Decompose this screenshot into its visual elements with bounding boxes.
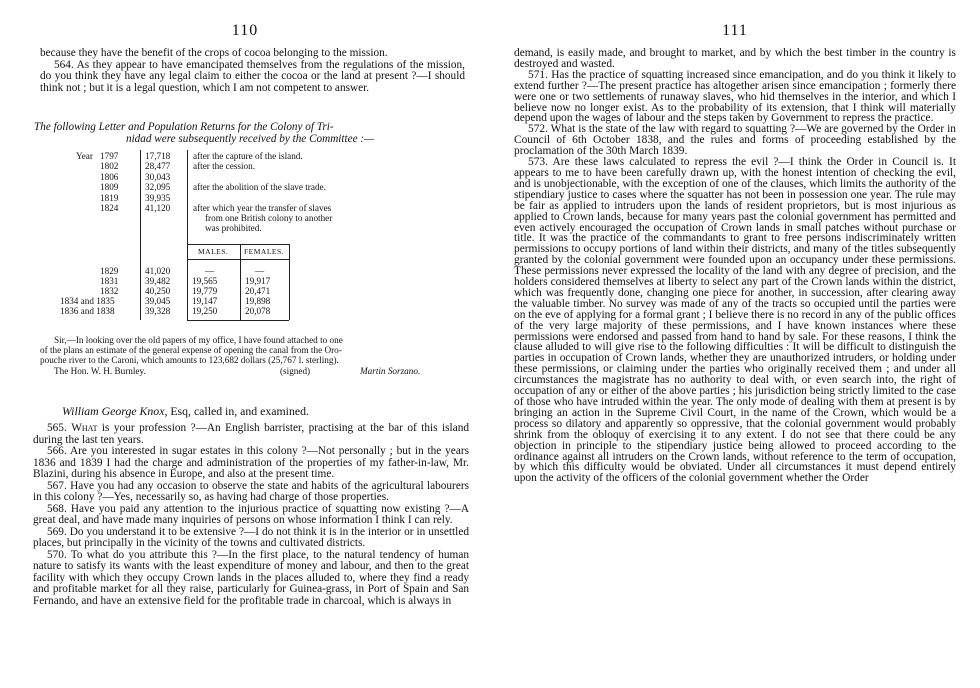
males-cell: 19,779 <box>192 286 218 296</box>
total-cell: 32,095 <box>145 182 171 192</box>
total-cell: 17,718 <box>145 151 171 161</box>
left-questions <box>33 423 469 607</box>
total-cell: 39,482 <box>145 276 171 286</box>
letter-recipient: The Hon. W. H. Burnley. <box>54 365 146 376</box>
witness-called: Esq, called in, and examined. <box>167 404 309 418</box>
table-rule <box>289 244 290 320</box>
year-cell: 1819 <box>100 193 119 203</box>
total-cell: 39,328 <box>145 306 171 316</box>
note-cell: was prohibited. <box>205 223 262 233</box>
males-cell: 19,565 <box>192 276 218 286</box>
year-cell: 1831 <box>100 276 119 286</box>
females-cell: — <box>255 266 265 276</box>
males-cell: — <box>205 266 215 276</box>
total-cell: 41,120 <box>145 203 171 213</box>
question: 565. What is your profession ?—An English barrister, practising at the bar of this island during the last ten years. <box>33 422 470 446</box>
note-cell: after the abolition of the slave trade. <box>193 182 326 192</box>
paragraph: because they have the benefit of the crops of cocoa belonging to the mission. <box>40 47 388 59</box>
table-rule <box>187 150 188 320</box>
paragraph: 571. Has the practice of squatting increased since emancipation, and do you think it likely to extend further ?—The present practice has altogether arisen since emancipation ; formerly there were one or two settlements of runaway slaves, who hid themselves in the interior, and which I believe now no longer exist. As to the probability of its extension, that I think will materially depend upon the wages of labour and the steps taken by Government to repress the practice. <box>514 68 956 125</box>
letter-line: of the plans an estimate of the general expense of opening the canal from the Oro- <box>40 345 342 356</box>
table-rule <box>140 150 141 320</box>
note-cell: after the cession. <box>193 161 255 171</box>
total-cell: 28,477 <box>145 161 171 171</box>
females-cell: 19,917 <box>245 276 271 286</box>
females-cell: 20,471 <box>245 286 271 296</box>
table-rule <box>187 259 289 260</box>
note-cell: after which year the transfer of slaves <box>193 203 332 213</box>
paragraph: 572. What is the state of the law with regard to squatting ?—We are governed by the Order in Council of 6th October 1838, and the rules and forms of proceeding established by the proclamation of the 30th March 1839. <box>514 123 956 158</box>
total-cell: 40,250 <box>145 286 171 296</box>
year-cell: 1832 <box>100 286 119 296</box>
year-cell: 1829 <box>100 266 119 276</box>
letter-signer: Martin Sorzano. <box>360 365 421 376</box>
column-header-females: FEMALES. <box>244 247 285 256</box>
females-cell: 19,898 <box>245 296 271 306</box>
year-cell: 1824 <box>100 203 119 213</box>
year-cell: 1834 and 1835 <box>60 296 115 306</box>
year-cell: 1797 <box>100 151 119 161</box>
year-cell: 1806 <box>100 172 119 182</box>
letter-note <box>40 335 470 376</box>
paragraph: 564. As they appear to have emancipated themselves from the regulations of the mission, do you think they have any legal claim to either the cocoa or the land at present ?—I should think not ; but it is a legal question, which I am not competent to answer. <box>40 58 465 94</box>
question: 566. Are you interested in sugar estates in this colony ?—Not personally ; but in the years 1836 and 1839 I had the charge and administration of the properties of my father-in-law, Mr. Blazini, during his absence in Europe, and also at the present time. <box>33 445 469 480</box>
year-cell: 1802 <box>100 161 119 171</box>
heading-line: The following Letter and Population Returns for the Colony of Tri- <box>34 121 334 133</box>
letter-signed: (signed) <box>280 365 311 376</box>
heading-line: nidad were subsequently received by the Committee :— <box>125 132 375 145</box>
note-cell: from one British colony to another <box>205 213 333 223</box>
question: 568. Have you paid any attention to the injurious practice of squatting now existing ?—A great deal, and have made many inquiries of persons on whose information I think I can rely. <box>33 502 469 526</box>
total-cell: 39,045 <box>145 296 171 306</box>
males-cell: 19,250 <box>192 306 218 316</box>
table-rule <box>240 244 241 320</box>
witness-name: William George Knox, <box>62 404 168 418</box>
table-header-year: Year <box>76 151 93 161</box>
table-rule <box>187 244 289 245</box>
page-number-left: 110 <box>231 22 259 39</box>
table-rule <box>187 320 289 321</box>
column-header-males: MALES. <box>198 247 229 256</box>
paragraph: 573. Are these laws calculated to repress the evil ?—I think the Order in Council is. It appears to me to have been carefully drawn up, with the honest intention of checking the evil, and is unobjectionable, with the exception of one of the clauses, which limits the authority of the stipendiary justice to cases where the squatter has not been in possession one year. The rule may be fair as applied to intruders upon the lands of resident proprietors, but is most injurious as applied to Crown lands, because for many years past the colonial government has permitted and even actively encouraged the occupation of Crown lands in small patches without purchase or title. It was the practice of the commandants to grant to free persons indiscriminately written permissions to occupy portions of land within their districts, and many of the titles subsequently granted by the colonial government were founded upon an occupancy under these permissions. These permissions never expressed the locality of the land with any degree of precision, and the holders considered themselves at liberty to select any part of the Crown lands within the district, which was frequently done, changing one piece for another, in succession, after clearing away the valuable timber. No survey was made of any of the tracts so occupied until the parties were on the eve of applying for a formal grant ; I believe there is no record in any of the public offices of the very large majority of these permissions, and I have known instances where these permissions were endorsed and passed from hand to hand by sale. For these reasons, I think the clause alluded to will give rise to the following difficulties : It will be difficult to distinguish the parties in occupation of Crown lands, whether they are unauthorized intruders, or holding under these permissions, or claiming under the parties who originally received them ; and under all circumstances the magistrate has no authority to deal with, or even search into, the right of occupation of any or either of the above parties ; his jurisdiction being strictly limited to the case of those who have intruded within the year. The only mode of dealing with them at present is by bringing an action in the Supreme Civil Court, in the name of the Crown, which would be a process so dilatory and apparently so oppressive, that the colonial government would probably shrink from the obloquy of exercising it to any extent. I do not see that there could be any objection in principle to the stipendiary justice being allowed to proceed according to the ordinance against all intruders on the Crown lands, without reference to the term of occupation, by which this difficulty would be obviated. Under all circumstances it must depend entirely upon the activity of the officers of the colonial government whether the Order <box>514 156 956 485</box>
paragraph: demand, is easily made, and brought to market, and by which the best timber in the country is destroyed and wasted. <box>514 47 956 70</box>
right-page <box>490 0 980 688</box>
note-cell: after the capture of the island. <box>193 151 303 161</box>
total-cell: 41,020 <box>145 266 171 276</box>
question: 570. To what do you attribute this ?—In the first place, to the natural tendency of human nature to satisfy its wants with the least expenditure of money and labour, and then to the great facility with which they occupy Crown lands in the places alluded to, where they find a ready and profitable market for all they raise, particularly for Guinea-grass, in Port of Spain and San Fernando, and have an extensive field for the profitable trade in charcoal, which is always in <box>33 548 469 607</box>
letter-signature-row <box>40 366 470 376</box>
total-cell: 39,935 <box>145 193 171 203</box>
page-number-right: 111 <box>722 22 748 39</box>
males-cell: 19,147 <box>192 296 218 306</box>
letter-line: Sir,—In looking over the old papers of my office, I have found attached to one <box>54 335 343 345</box>
year-cell: 1809 <box>100 182 119 192</box>
letter-line: pouche river to the Caroni, which amounts to 123,682 dollars (25,767 l. sterling). <box>40 355 339 366</box>
year-cell: 1836 and 1838 <box>60 306 115 316</box>
females-cell: 20,078 <box>245 306 271 316</box>
right-text <box>514 48 956 484</box>
question: 567. Have you had any occasion to observe the state and habits of the agricultural labourers in this colony ?—Yes, necessarily so, as having had charge of those properties. <box>33 479 469 503</box>
total-cell: 30,043 <box>145 172 171 182</box>
question: 569. Do you understand it to be extensive ?—I do not think it is in the interior or in unsettled places, but principally in the vicinity of the towns and cultivated districts. <box>33 525 469 549</box>
witness-line <box>62 406 462 418</box>
